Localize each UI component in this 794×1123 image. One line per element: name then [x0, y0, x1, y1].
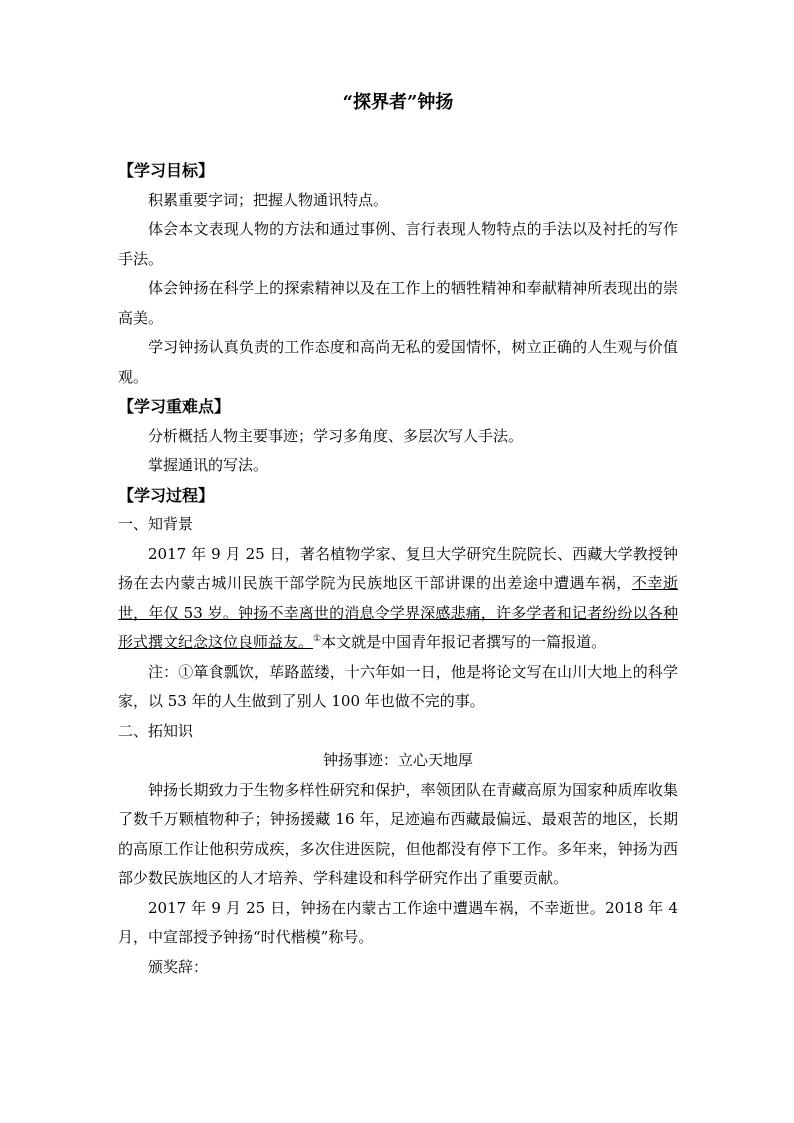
- background-paragraph: [118, 540, 678, 658]
- goal-item: 体会钟扬在科学上的探索精神以及在工作上的牺牲精神和奉献精神所表现出的崇高美。: [118, 279, 678, 327]
- learning-goals-heading: 【学习目标】: [118, 161, 215, 180]
- background-text-start: 2017 年 9 月 25 日，著名植物学家、复旦大学研究生院院长、西藏大学教授钟扬在去内蒙古城川民族干部学院为民族地区干部讲课的出差途中遭遇车祸，: [118, 544, 678, 592]
- award-speech-label: 颁奖辞：: [148, 957, 209, 976]
- footnote-marker: ①: [313, 634, 322, 644]
- learning-process-heading: 【学习过程】: [118, 485, 215, 505]
- knowledge-subtitle: 钟扬事迹：立心天地厚: [322, 751, 473, 769]
- key-point-item: 掌握通讯的写法。: [148, 456, 269, 474]
- knowledge-paragraph: 2017 年 9 月 25 日，钟扬在内蒙古工作途中遭遇车祸，不幸逝世。2018 年 4 月，中宣部授予钟扬“时代楷模”称号。: [118, 898, 678, 946]
- document-title: “探界者”钟扬: [342, 92, 454, 113]
- section-title-background: 一、知背景: [118, 515, 194, 533]
- goal-item: 体会本文表现人物的方法和通过事例、言行表现人物特点的手法以及衬托的写作手法。: [118, 220, 678, 268]
- key-points-heading: 【学习重难点】: [118, 397, 231, 416]
- key-point-item: 分析概括人物主要事迹；学习多角度、多层次写人手法。: [148, 426, 524, 445]
- background-text-underlined: 不幸逝世，年仅 53 岁。钟扬不幸离世的消息令学界深感悲痛，许多学者和记者纷纷以各种形式撰文纪念这位良师益友。: [118, 574, 678, 651]
- goal-item: 学习钟扬认真负责的工作态度和高尚无私的爱国情怀，树立正确的人生观与价值观。: [118, 338, 678, 386]
- goal-item: 积累重要字词；把握人物通讯特点。: [148, 190, 389, 209]
- background-text-end: 本文就是中国青年报记者撰写的一篇报道。: [321, 633, 607, 651]
- footnote-note: 注：①箪食瓢饮，荜路蓝缕，十六年如一日，他是将论文写在山川大地上的科学家，以 53 年的人生做到了别人 100 年也做不完的事。: [118, 662, 678, 710]
- knowledge-paragraph: 钟扬长期致力于生物多样性研究和保护，率领团队在青藏高原为国家种质库收集了数千万颗植物种子；钟扬援藏 16 年，足迹遍布西藏最偏远、最艰苦的地区，长期的高原工作让他积劳成疾，多次住进医院，但他都没有停下工作。多年来，钟扬为西部少数民族地区的人才培养、学科建设和科学研究作出了重要贡献。: [118, 780, 678, 887]
- section-title-knowledge: 二、拓知识: [118, 721, 194, 740]
- document-page: [118, 90, 678, 982]
